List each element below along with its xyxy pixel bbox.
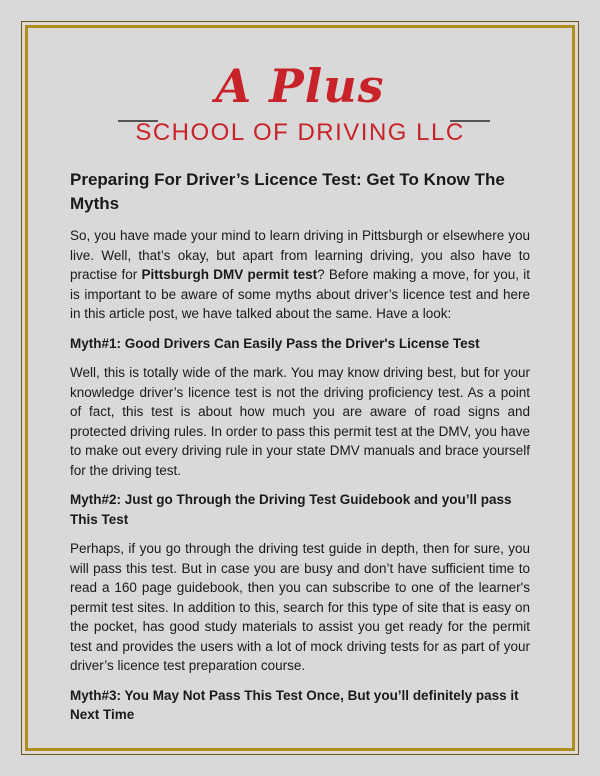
myth2-paragraph: Perhaps, if you go through the driving test guide in depth, then for sure, you will pass this test. But in case you are busy and don’t have sufficient time to read a 160 page guidebook, then you can subscribe to one of the learner's permit test sites. In addition to this, search for this type of site that is easy on the pocket, has good study materials to assist you get ready for the permit test and provides the users with a lot of mock driving tests for as part of your driver’s licence test preparation course. bbox=[70, 541, 530, 673]
myth1-paragraph: Well, this is totally wide of the mark. You may know driving best, but for your knowledge driver’s licence test is not the driving proficiency test. As a point of fact, this test is about how much you are aware of road signs and protected driving rules. In order to pass this permit test at the DMV, you have to make out every driving rule in your state DMV manuals and brace yourself for the driving test. bbox=[70, 365, 530, 478]
article-title: Preparing For Driver’s Licence Test: Get To Know The Myths bbox=[70, 170, 505, 213]
intro-text-end: ? Before making a move, for you, it is important to be aware of some myths about driver’s licence test and here in this article post, we have talked about the same. Have a look: bbox=[70, 267, 530, 321]
document-content bbox=[70, 60, 530, 725]
intro-text-start: So, you have made your mind to learn driving in Pittsburgh or elsewhere you live. Well, that’s okay, but apart from learning driving, you also have to practise for bbox=[70, 228, 530, 282]
logo-subtitle: SCHOOL OF DRIVING LLC bbox=[135, 119, 465, 146]
intro-bold-link-text: Pittsburgh DMV permit test bbox=[141, 267, 318, 282]
myth1-heading: Myth#1: Good Drivers Can Easily Pass the Driver's License Test bbox=[70, 335, 480, 351]
myth3-heading: Myth#3: You May Not Pass This Test Once, But you’ll definitely pass it Next Time bbox=[70, 687, 519, 722]
company-logo bbox=[70, 60, 530, 160]
myth2-heading: Myth#2: Just go Through the Driving Test Guidebook and you’ll pass This Test bbox=[70, 492, 512, 527]
logo-script-text: A Plus bbox=[215, 59, 385, 113]
intro-paragraph bbox=[70, 226, 530, 324]
